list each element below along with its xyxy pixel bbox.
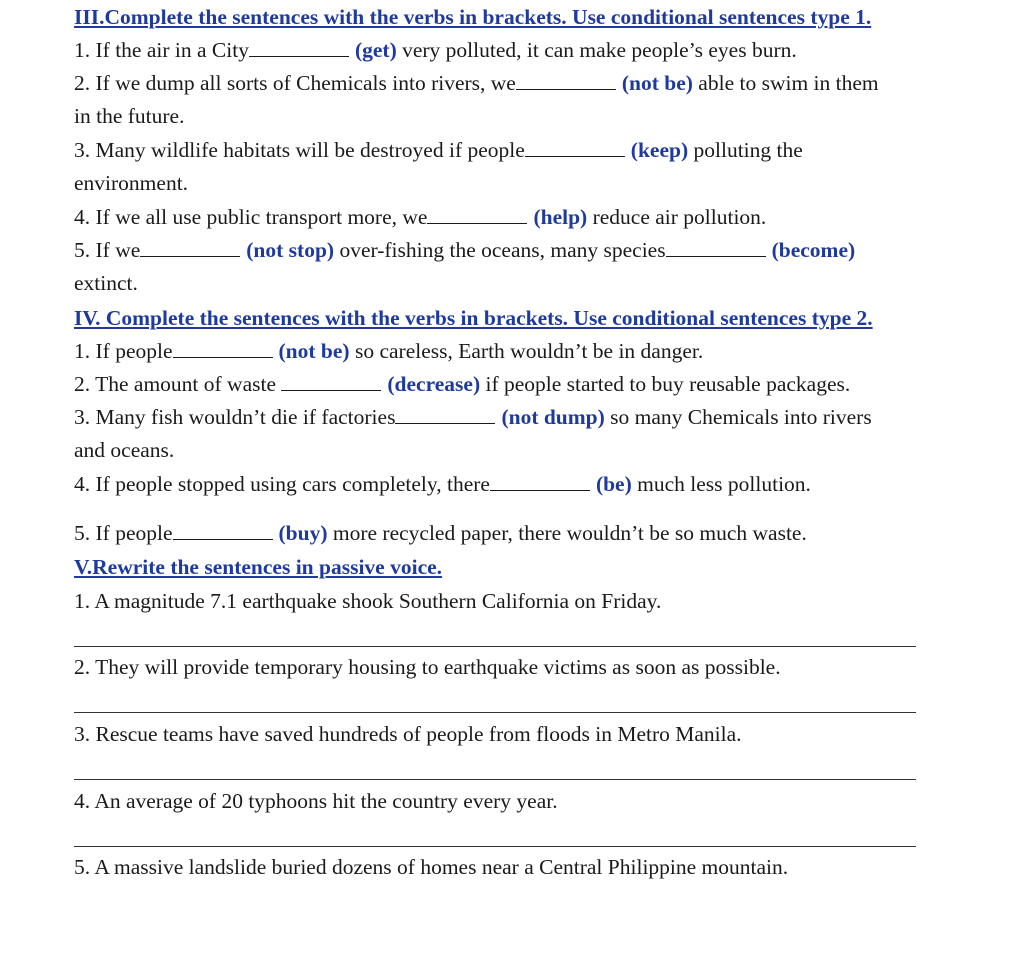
s5-item-2: 2. They will provide temporary housing to earthquake victims as soon as possible. [74, 655, 781, 679]
s4-item-5 [74, 517, 807, 551]
s3-item-5-verb-2: (become) [771, 238, 856, 262]
s3-item-2 [74, 67, 879, 101]
section-5-heading: V.Rewrite the sentences in passive voice. [74, 555, 443, 579]
s3-item-3-text-a: 3. Many wildlife habitats will be destroyed if people [74, 138, 525, 162]
section-3-heading: III.Complete the sentences with the verbs in brackets. Use conditional sentences type 1. [74, 5, 872, 29]
s4-item-2-blank[interactable] [281, 370, 381, 391]
s4-item-3-blank[interactable] [395, 403, 495, 424]
s4-item-3-text-b: so many Chemicals into rivers [604, 405, 872, 429]
s4-item-5-blank[interactable] [173, 519, 273, 540]
s4-item-4-blank[interactable] [490, 470, 590, 491]
s4-item-4-text-b: much less pollution. [631, 472, 811, 496]
s4-item-1-verb: (not be) [278, 339, 350, 363]
s3-item-5-cont: extinct. [74, 271, 138, 295]
s5-item-5: 5. A massive landslide buried dozens of homes near a Central Philippine mountain. [74, 855, 789, 879]
s3-item-3-text-b: polluting the [688, 138, 803, 162]
section-4-heading: IV. Complete the sentences with the verbs in brackets. Use conditional sentences type 2. [74, 306, 873, 330]
s4-item-2-text-a: 2. The amount of waste [74, 372, 282, 396]
s4-item-1-text-a: 1. If people [74, 339, 173, 363]
s3-item-2-text-b: able to swim in them [692, 71, 879, 95]
s4-item-4-text-a: 4. If people stopped using cars completely, there [74, 472, 490, 496]
s3-item-4-text-a: 4. If we all use public transport more, we [74, 205, 428, 229]
s4-item-3-verb: (not dump) [501, 405, 605, 429]
s4-item-3-cont: and oceans. [74, 438, 175, 462]
s4-item-3 [74, 401, 872, 435]
s3-item-2-text-a: 2. If we dump all sorts of Chemicals into rivers, we [74, 71, 516, 95]
s3-item-4-text-b: reduce air pollution. [587, 205, 767, 229]
s3-item-3-blank[interactable] [525, 136, 625, 157]
s3-item-4-blank[interactable] [427, 203, 527, 224]
s3-item-2-blank[interactable] [516, 69, 616, 90]
s4-item-5-text-b: more recycled paper, there wouldn’t be so much waste. [327, 521, 807, 545]
s4-item-3-text-a: 3. Many fish wouldn’t die if factories [74, 405, 396, 429]
s5-answer-line-4[interactable] [74, 846, 916, 847]
s4-item-1-blank[interactable] [173, 337, 273, 358]
s3-item-1-text-a: 1. If the air in a City [74, 38, 249, 62]
s3-item-1-blank[interactable] [249, 36, 349, 57]
s3-item-2-cont: in the future. [74, 104, 185, 128]
s4-item-2-text-b: if people started to buy reusable packages. [480, 372, 851, 396]
s3-item-1-text-b: very polluted, it can make people’s eyes burn. [396, 38, 797, 62]
s5-item-3: 3. Rescue teams have saved hundreds of people from floods in Metro Manila. [74, 722, 742, 746]
s3-item-5 [74, 234, 855, 268]
s4-item-2-verb: (decrease) [387, 372, 481, 396]
s5-answer-line-3[interactable] [74, 779, 916, 780]
s4-item-4-verb: (be) [595, 472, 632, 496]
s3-item-5-verb-1: (not stop) [246, 238, 335, 262]
s5-answer-line-1[interactable] [74, 646, 916, 647]
s4-item-1 [74, 335, 703, 369]
s5-item-4: 4. An average of 20 typhoons hit the country every year. [74, 789, 558, 813]
s3-item-5-blank-2[interactable] [666, 236, 766, 257]
s3-item-3 [74, 134, 803, 168]
s4-item-5-text-a: 5. If people [74, 521, 173, 545]
s3-item-3-verb: (keep) [630, 138, 689, 162]
s3-item-5-text-b: over-fishing the oceans, many species [334, 238, 666, 262]
s3-item-5-blank-1[interactable] [140, 236, 240, 257]
s3-item-1-verb: (get) [354, 38, 397, 62]
s3-item-3-cont: environment. [74, 171, 189, 195]
s3-item-2-verb: (not be) [621, 71, 693, 95]
s3-item-5-text-a: 5. If we [74, 238, 141, 262]
s4-item-1-text-b: so careless, Earth wouldn’t be in danger. [349, 339, 704, 363]
s4-item-2 [74, 368, 850, 402]
s4-item-5-verb: (buy) [278, 521, 328, 545]
s3-item-1 [74, 34, 797, 68]
s3-item-4-verb: (help) [533, 205, 588, 229]
s5-item-1: 1. A magnitude 7.1 earthquake shook Southern California on Friday. [74, 589, 662, 613]
s3-item-4 [74, 201, 766, 235]
s5-answer-line-2[interactable] [74, 712, 916, 713]
s4-item-4 [74, 468, 811, 502]
